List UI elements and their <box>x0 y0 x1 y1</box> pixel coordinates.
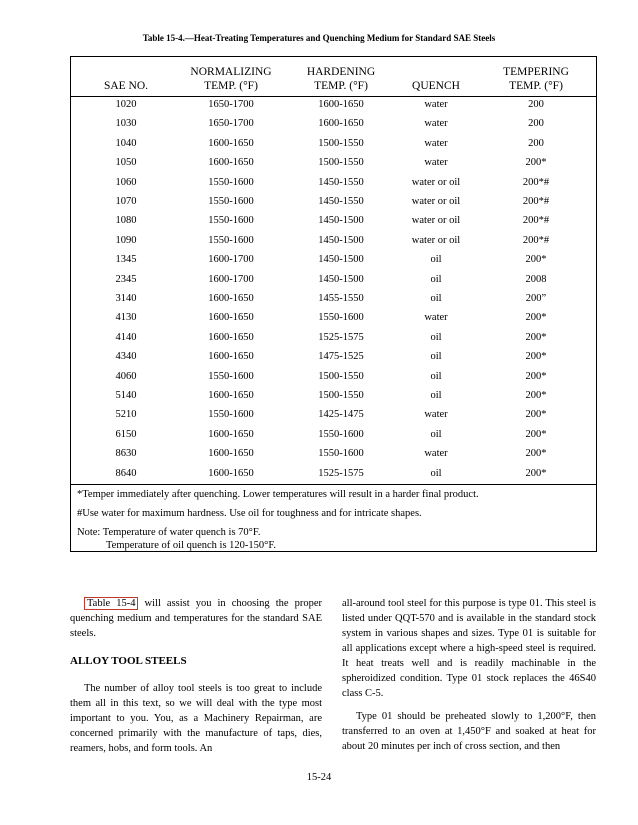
table-row <box>71 136 598 155</box>
cell-sae-no: 5140 <box>115 390 137 401</box>
cell-quench: oil <box>430 254 442 266</box>
table-row <box>71 272 598 291</box>
cell-hardening-temp: 1450-1550 <box>318 176 364 188</box>
page-number: 15-24 <box>306 772 332 783</box>
note-water: #Use water for maximum hardness. Use oil for toughness and for intricate shapes. <box>77 508 422 519</box>
cell-sae-no: 4340 <box>115 351 137 363</box>
cell-normalizing-temp: 1550-1600 <box>208 176 254 188</box>
header-tempering <box>491 65 581 93</box>
cell-hardening-temp: 1550-1600 <box>318 448 364 460</box>
left-paragraph-2: The number of alloy tool steels is too great to include them all in this text, so we will deal with the type most important to you. You, as a Machinery Repairman, are concerned primarily with the manufacture of taps, dies, reamers, hobs, and form tools. An <box>70 683 322 754</box>
cell-sae-no: 1050 <box>115 157 137 169</box>
cell-normalizing-temp: 1600-1650 <box>208 331 254 343</box>
cell-hardening-temp: 1475-1525 <box>318 351 364 363</box>
cell-hardening-temp: 1600-1650 <box>318 99 364 110</box>
table-row <box>71 252 598 271</box>
table-row <box>71 116 598 135</box>
cell-hardening-temp: 1600-1650 <box>318 118 364 130</box>
cell-normalizing-temp: 1600-1650 <box>208 448 254 460</box>
table-row <box>71 466 598 485</box>
cell-sae-no: 4140 <box>115 331 137 343</box>
cell-normalizing-temp: 1600-1700 <box>208 254 254 266</box>
cell-tempering-temp: 200* <box>525 428 547 440</box>
table-row <box>71 407 598 426</box>
cell-normalizing-temp: 1600-1650 <box>208 390 254 401</box>
note-temper: *Temper immediately after quenching. Lower temperatures will result in a harder final product. <box>77 489 479 500</box>
table-row <box>71 310 598 329</box>
cell-quench: oil <box>430 273 442 285</box>
header-normalizing-line2: TEMP. (°F) <box>204 80 258 92</box>
cell-tempering-temp: 200* <box>525 254 547 266</box>
cell-hardening-temp: 1450-1500 <box>318 234 364 246</box>
left-paragraph-1 <box>70 596 322 641</box>
cell-tempering-temp: 200* <box>525 448 547 460</box>
cell-hardening-temp: 1550-1600 <box>318 428 364 440</box>
cell-quench: oil <box>430 293 442 304</box>
cell-hardening-temp: 1500-1550 <box>318 157 364 169</box>
cell-tempering-temp: 200* <box>525 331 547 343</box>
note-oil-temp: Temperature of oil quench is 120-150°F. <box>106 540 276 551</box>
cell-normalizing-temp: 1550-1600 <box>208 409 254 421</box>
cell-sae-no: 3140 <box>115 293 137 304</box>
cell-hardening-temp: 1425-1475 <box>318 409 364 421</box>
cell-normalizing-temp: 1600-1700 <box>208 273 254 285</box>
cell-quench: water or oil <box>411 234 461 246</box>
cell-sae-no: 1060 <box>115 176 137 188</box>
cell-sae-no: 4130 <box>115 312 137 324</box>
cell-sae-no: 8630 <box>115 448 137 460</box>
table-row <box>71 446 598 465</box>
table-row <box>71 291 598 310</box>
cell-tempering-temp: 2008 <box>525 273 547 285</box>
cell-normalizing-temp: 1550-1600 <box>208 234 254 246</box>
cell-quench: water or oil <box>411 215 461 227</box>
table-reference-link[interactable]: Table 15-4 <box>84 597 138 610</box>
cell-quench: water <box>424 409 448 421</box>
header-normalizing <box>181 65 281 93</box>
cell-hardening-temp: 1455-1550 <box>318 293 364 304</box>
cell-sae-no: 1020 <box>115 99 137 110</box>
cell-quench: water <box>424 99 448 110</box>
cell-quench: oil <box>430 428 442 440</box>
cell-hardening-temp: 1450-1500 <box>318 254 364 266</box>
cell-tempering-temp: 200 <box>528 99 544 110</box>
cell-normalizing-temp: 1550-1600 <box>208 215 254 227</box>
table-row <box>71 213 598 232</box>
cell-hardening-temp: 1450-1550 <box>318 196 364 207</box>
header-sae: SAE NO. <box>103 80 149 92</box>
header-hardening <box>291 65 391 93</box>
section-heading: ALLOY TOOL STEELS <box>70 655 187 667</box>
right-column <box>342 596 596 754</box>
cell-quench: water <box>424 118 448 130</box>
cell-tempering-temp: 200* <box>525 351 547 363</box>
cell-quench: oil <box>430 467 442 479</box>
cell-normalizing-temp: 1600-1650 <box>208 137 254 149</box>
cell-normalizing-temp: 1550-1600 <box>208 196 254 207</box>
cell-sae-no: 8640 <box>115 467 137 479</box>
cell-quench: oil <box>430 370 442 382</box>
table-row <box>71 388 598 407</box>
header-tempering-line2: TEMP. (°F) <box>509 80 563 92</box>
cell-hardening-temp: 1550-1600 <box>318 312 364 324</box>
cell-normalizing-temp: 1600-1650 <box>208 293 254 304</box>
cell-normalizing-temp: 1600-1650 <box>208 351 254 363</box>
cell-quench: oil <box>430 390 442 401</box>
cell-tempering-temp: 200* <box>525 390 547 401</box>
table-row <box>71 97 598 116</box>
cell-quench: water <box>424 312 448 324</box>
cell-sae-no: 1070 <box>115 196 137 207</box>
cell-sae-no: 1080 <box>115 215 137 227</box>
cell-tempering-temp: 200*# <box>522 215 550 227</box>
cell-normalizing-temp: 1600-1650 <box>208 467 254 479</box>
cell-normalizing-temp: 1550-1600 <box>208 370 254 382</box>
table-row <box>71 349 598 368</box>
header-quench: QUENCH <box>412 80 460 92</box>
table-row <box>71 155 598 174</box>
cell-sae-no: 1040 <box>115 137 137 149</box>
cell-sae-no: 6150 <box>115 428 137 440</box>
table-row <box>71 369 598 388</box>
header-hardening-line1: HARDENING <box>306 66 376 78</box>
cell-tempering-temp: 200* <box>525 409 547 421</box>
cell-sae-no: 1090 <box>115 234 137 246</box>
table-row <box>71 330 598 349</box>
cell-tempering-temp: 200* <box>525 370 547 382</box>
cell-tempering-temp: 200” <box>525 293 547 304</box>
cell-sae-no: 1345 <box>115 254 137 266</box>
cell-quench: water <box>424 137 448 149</box>
right-paragraph-2: Type 01 should be preheated slowly to 1,200°F, then transferred to an oven at 1,450°F and soaked at heat for about 20 minutes per inch of cross section, and then <box>342 711 596 752</box>
cell-tempering-temp: 200*# <box>522 196 550 207</box>
cell-normalizing-temp: 1650-1700 <box>208 118 254 130</box>
notes-divider <box>71 484 596 485</box>
header-tempering-line1: TEMPERING <box>503 66 569 78</box>
cell-tempering-temp: 200* <box>525 312 547 324</box>
cell-normalizing-temp: 1600-1650 <box>208 312 254 324</box>
cell-normalizing-temp: 1600-1650 <box>208 428 254 440</box>
cell-hardening-temp: 1450-1500 <box>318 273 364 285</box>
cell-hardening-temp: 1450-1500 <box>318 215 364 227</box>
header-hardening-line2: TEMP. (°F) <box>314 80 368 92</box>
cell-hardening-temp: 1525-1575 <box>318 467 364 479</box>
cell-tempering-temp: 200 <box>528 118 544 130</box>
cell-sae-no: 5210 <box>115 409 137 421</box>
cell-quench: water <box>424 157 448 169</box>
left-paragraph-1-text: will assist you in choosing the proper quenching medium and temperatures for the standard SAE steels. <box>70 598 322 639</box>
header-normalizing-line1: NORMALIZING <box>190 66 272 78</box>
right-paragraph-1: all-around tool steel for this purpose is type 01. This steel is listed under QQT-570 and is available in the standard stock system in various shapes and sizes. Type 01 is suitable for all applications except where a high-speed steel is required. It heat treats well and is readily machinable in the spheroidized condition. Type 01 stock replaces the 46S40 class C-5. <box>342 598 596 699</box>
cell-sae-no: 2345 <box>115 273 137 285</box>
cell-sae-no: 1030 <box>115 118 137 130</box>
note-water-temp: Note: Temperature of water quench is 70°F. <box>77 527 261 538</box>
cell-tempering-temp: 200 <box>528 137 544 149</box>
cell-quench: water <box>424 448 448 460</box>
table-row <box>71 175 598 194</box>
cell-quench: water or oil <box>411 176 461 188</box>
cell-normalizing-temp: 1600-1650 <box>208 157 254 169</box>
table-row <box>71 233 598 252</box>
cell-sae-no: 4060 <box>115 370 137 382</box>
cell-tempering-temp: 200* <box>525 467 547 479</box>
table-row <box>71 427 598 446</box>
cell-quench: oil <box>430 331 442 343</box>
table-row <box>71 194 598 213</box>
table-caption: Table 15-4.—Heat-Treating Temperatures and Quenching Medium for Standard SAE Steels <box>142 33 496 43</box>
cell-tempering-temp: 200*# <box>522 234 550 246</box>
cell-tempering-temp: 200* <box>525 157 547 169</box>
cell-hardening-temp: 1525-1575 <box>318 331 364 343</box>
cell-hardening-temp: 1500-1550 <box>318 137 364 149</box>
cell-normalizing-temp: 1650-1700 <box>208 99 254 110</box>
cell-tempering-temp: 200*# <box>522 176 550 188</box>
heat-treat-table <box>70 56 597 552</box>
cell-hardening-temp: 1500-1550 <box>318 390 364 401</box>
cell-quench: oil <box>430 351 442 363</box>
left-column <box>70 596 322 756</box>
cell-quench: water or oil <box>411 196 461 207</box>
cell-hardening-temp: 1500-1550 <box>318 370 364 382</box>
